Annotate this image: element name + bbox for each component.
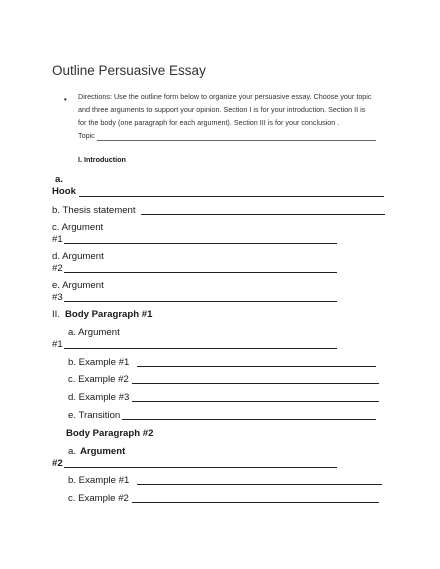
body-1-example-1-input-line[interactable] xyxy=(137,366,376,367)
thesis-input-line[interactable] xyxy=(141,214,385,215)
bullet-dot-icon: • xyxy=(64,95,67,104)
body-1-transition-input-line[interactable] xyxy=(122,419,376,420)
body-2-example-1-label: b. Example #1 xyxy=(68,475,130,486)
intro-argument-3-input-line[interactable] xyxy=(64,301,337,302)
hook-label: Hook xyxy=(52,186,76,197)
intro-argument-3-label: e. Argument xyxy=(52,280,104,291)
intro-argument-3-number: #3 xyxy=(52,292,63,303)
body-1-example-1-label: b. Example #1 xyxy=(68,357,130,368)
intro-argument-2-number: #2 xyxy=(52,263,63,274)
body-1-example-3-input-line[interactable] xyxy=(132,401,379,402)
intro-argument-2-input-line[interactable] xyxy=(64,272,337,273)
page-title: Outline Persuasive Essay xyxy=(52,63,206,78)
body-2-argument-label: Argument xyxy=(80,446,126,457)
intro-argument-1-number: #1 xyxy=(52,234,63,245)
body-2-argument-input-line[interactable] xyxy=(64,467,337,468)
body-2-example-2-label: c. Example #2 xyxy=(68,493,129,504)
body-paragraph-2-heading: Body Paragraph #2 xyxy=(66,428,154,439)
body-2-example-2-input-line[interactable] xyxy=(132,502,379,503)
body-2-example-1-input-line[interactable] xyxy=(137,484,382,485)
body-1-example-2-label: c. Example #2 xyxy=(68,374,129,385)
directions-line-3: for the body (one paragraph for each argument). Section III is for your conclusion . xyxy=(78,118,340,127)
introduction-heading: I. Introduction xyxy=(78,155,126,164)
thesis-label: b. Thesis statement xyxy=(52,205,136,216)
body-1-transition-label: e. Transition xyxy=(68,410,121,421)
body-paragraph-1-heading: Body Paragraph #1 xyxy=(65,309,153,320)
intro-argument-1-label: c. Argument xyxy=(52,222,104,233)
intro-argument-2-label: d. Argument xyxy=(52,251,104,262)
topic-label: Topic xyxy=(78,131,95,140)
hook-letter: a. xyxy=(55,174,64,185)
body-1-example-2-input-line[interactable] xyxy=(132,383,379,384)
body-1-argument-label: a. Argument xyxy=(68,327,120,338)
body-section-number: II. xyxy=(52,309,60,320)
body-1-argument-input-line[interactable] xyxy=(64,348,337,349)
intro-argument-1-input-line[interactable] xyxy=(64,243,337,244)
hook-input-line[interactable] xyxy=(79,196,384,197)
body-2-argument-prefix: a. xyxy=(68,446,77,457)
directions-line-1: Directions: Use the outline form below to organize your persuasive essay. Choose your topic xyxy=(78,92,372,101)
body-1-argument-number: #1 xyxy=(52,339,63,350)
body-1-example-3-label: d. Example #3 xyxy=(68,392,130,403)
directions-line-2: and three arguments to support your opinion. Section I is for your introduction. Section II is xyxy=(78,105,366,114)
topic-input-line[interactable] xyxy=(97,140,376,141)
body-2-argument-number: #2 xyxy=(52,458,63,469)
